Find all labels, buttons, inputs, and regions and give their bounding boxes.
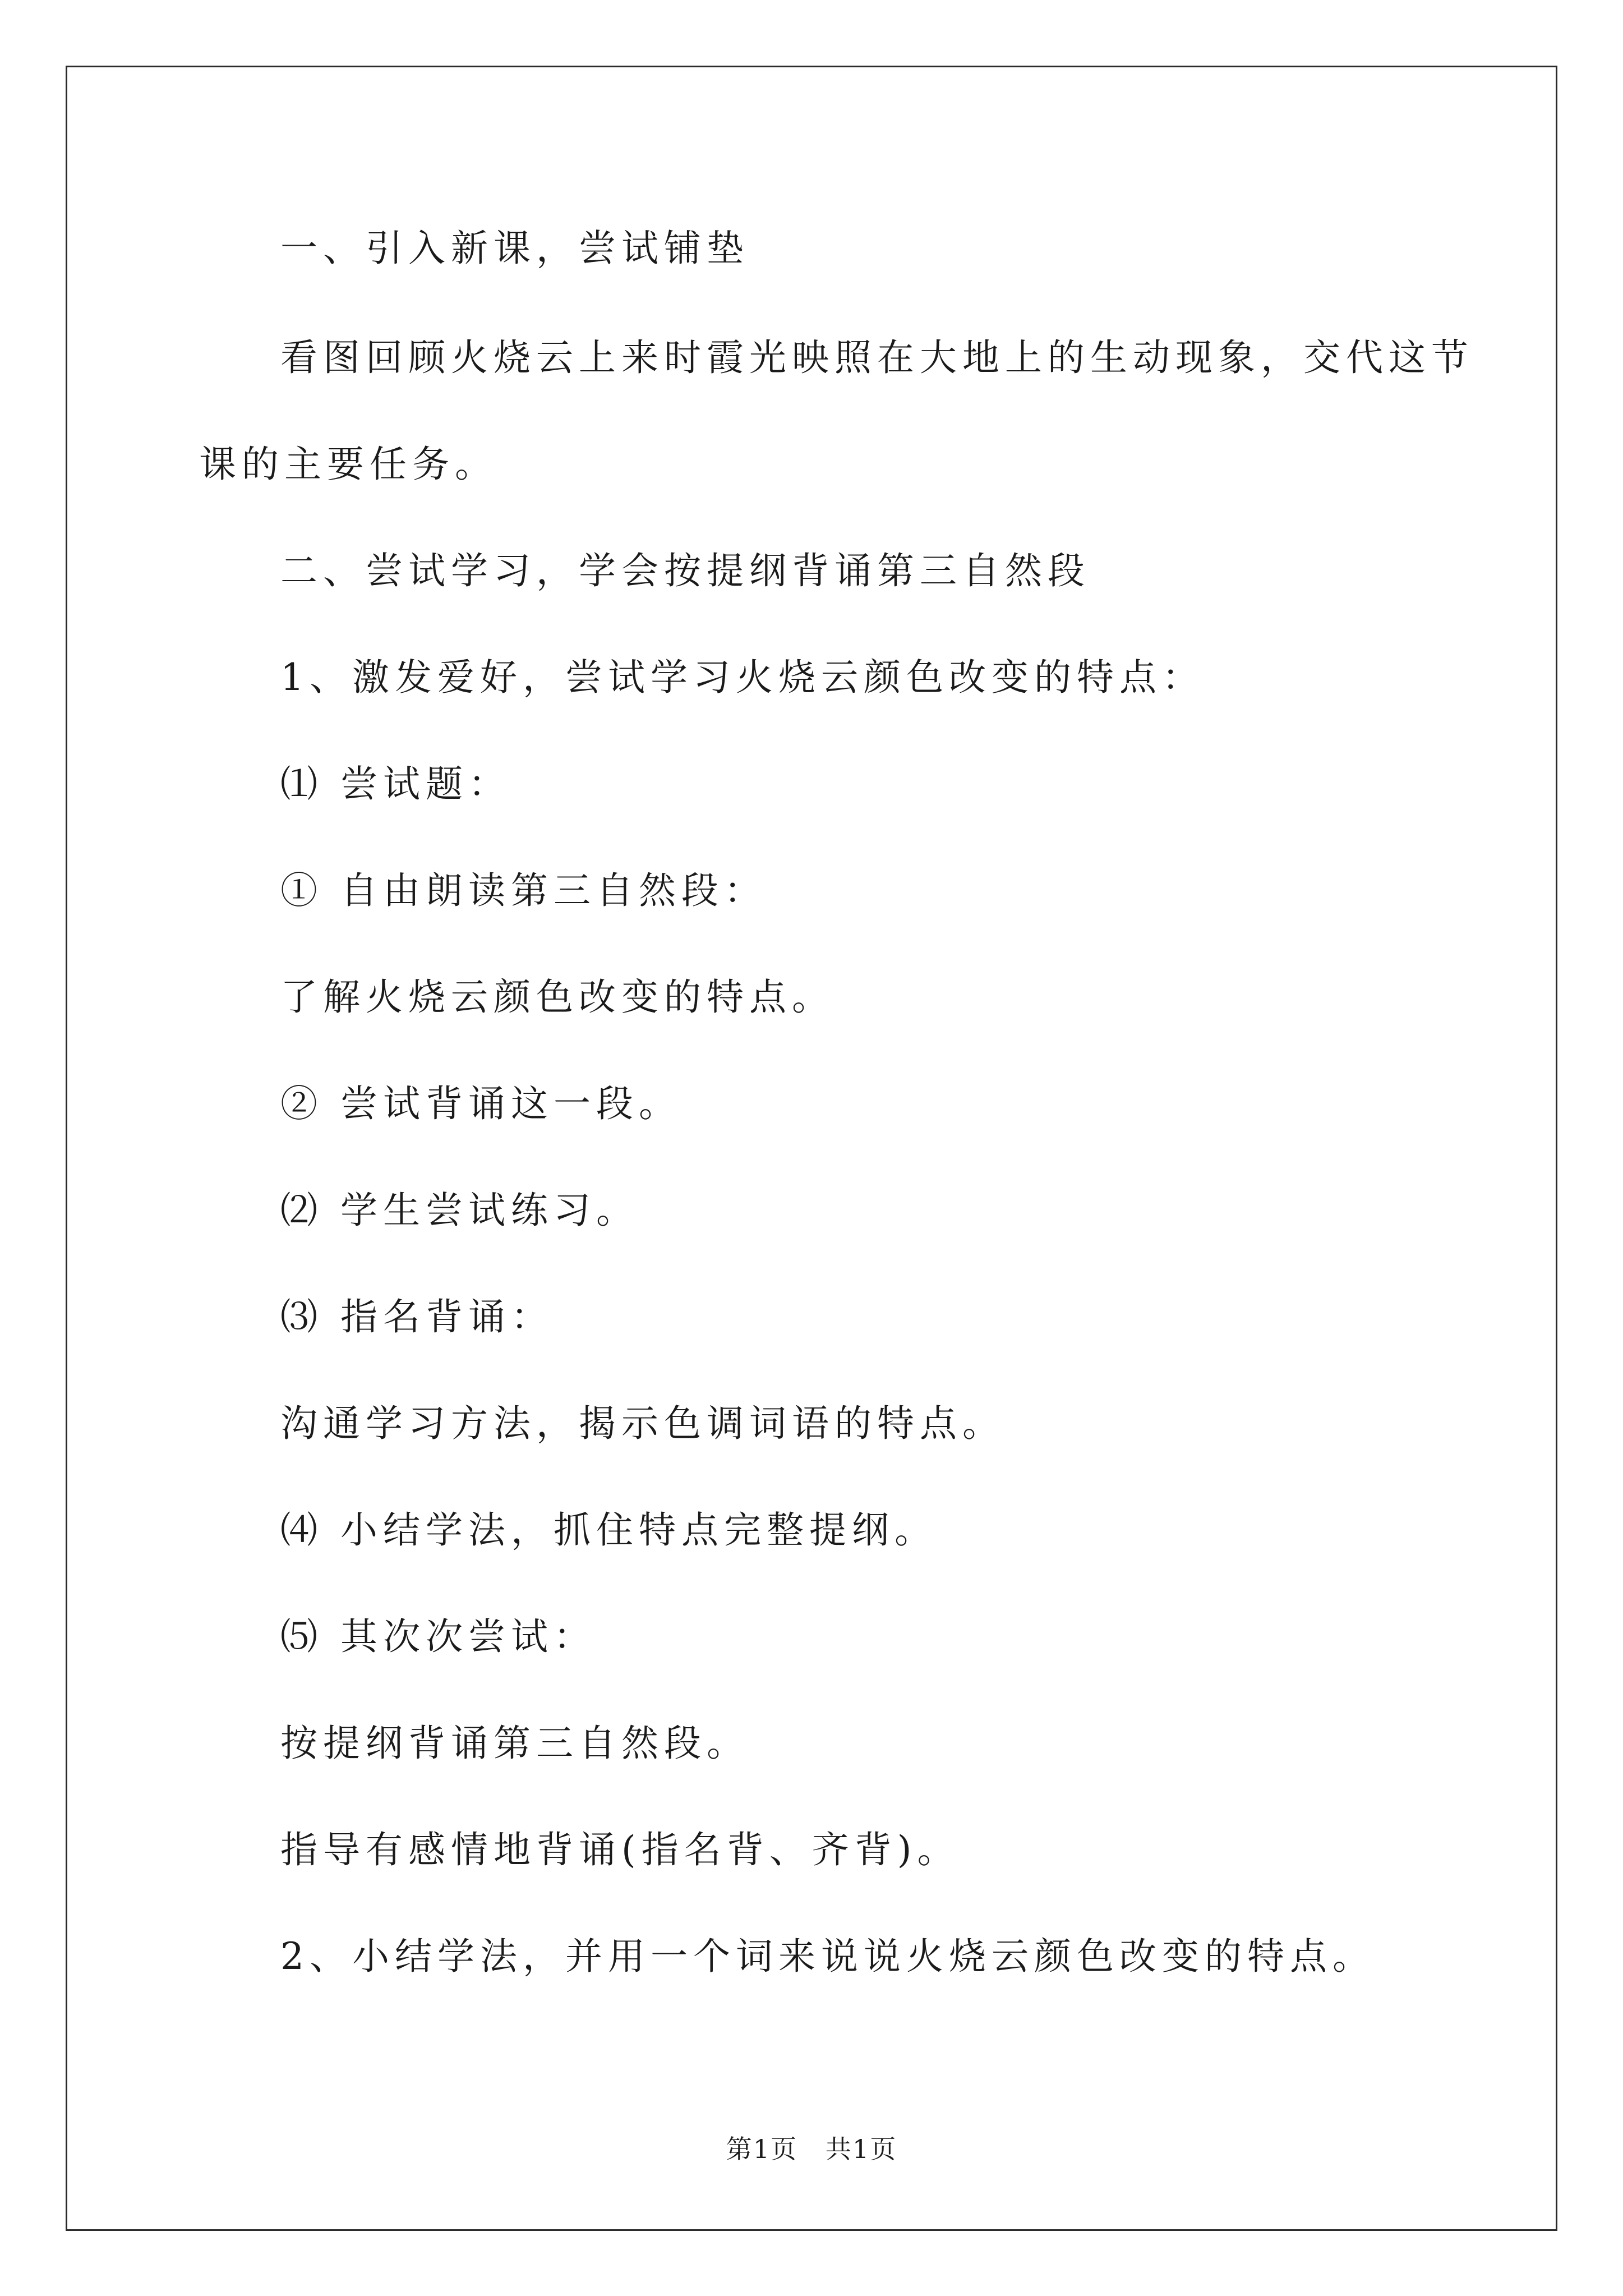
list-item: 1、激发爱好，尝试学习火烧云颜色改变的特点： [280, 656, 1205, 699]
section-heading-1: 一、引入新课，尝试铺垫 [280, 227, 749, 270]
paragraph: 指导有感情地背诵(指名背、齐背)。 [280, 1828, 960, 1871]
paragraph: 了解火烧云颜色改变的特点。 [280, 976, 834, 1019]
paragraph: 按提纲背诵第三自然段。 [280, 1722, 749, 1765]
paragraph-continuation: 课的主要任务。 [199, 443, 497, 486]
list-item: ⑶ 指名背诵： [280, 1295, 554, 1338]
list-item: ⑵ 学生尝试练习。 [280, 1189, 639, 1232]
list-item: ⑸ 其次次尝试： [280, 1615, 596, 1658]
list-item: 2、小结学法，并用一个词来说说火烧云颜色改变的特点。 [280, 1935, 1375, 1978]
paragraph: 沟通学习方法，揭示色调词语的特点。 [280, 1402, 1005, 1445]
list-item: ⑴ 尝试题： [280, 762, 511, 806]
section-heading-2: 二、尝试学习，学会按提纲背诵第三自然段 [280, 549, 1090, 592]
list-item: ⑷ 小结学法，抓住特点完整提纲。 [280, 1508, 937, 1552]
list-item: ① 自由朗读第三自然段： [280, 869, 767, 912]
paragraph: 看图回顾火烧云上来时霞光映照在大地上的生动现象，交代这节 [280, 336, 1474, 379]
list-item: ② 尝试背诵这一段。 [280, 1082, 681, 1125]
page-footer: 第1页 共1页 [726, 2134, 897, 2164]
